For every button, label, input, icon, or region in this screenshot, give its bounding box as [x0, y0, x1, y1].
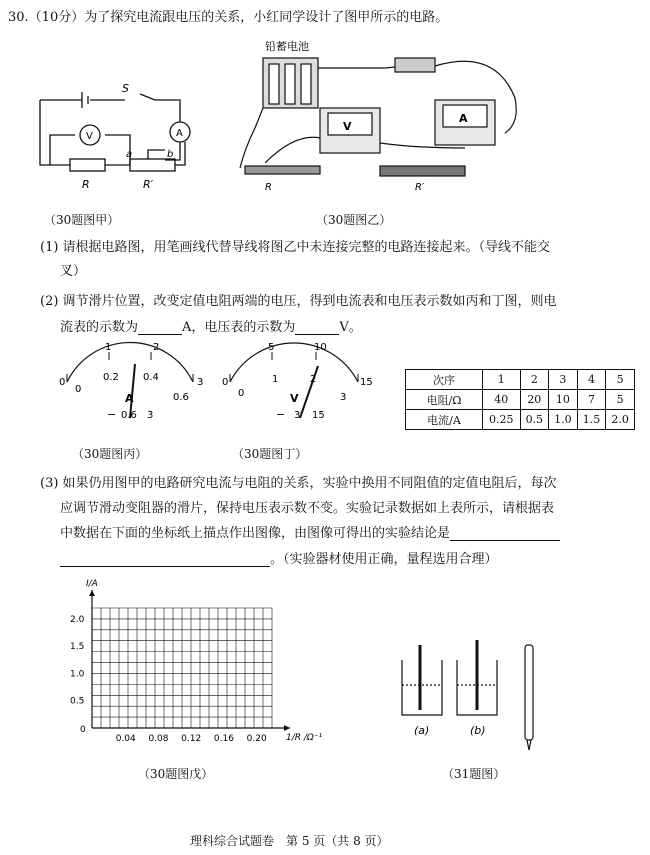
- y-tick-label: 1.0: [70, 669, 85, 680]
- ammeter-bottom-3: 0.6: [173, 392, 189, 403]
- x-tick-label: 0.12: [181, 734, 202, 744]
- apparatus-voltmeter-letter: V: [343, 120, 352, 133]
- table-cell: 2.0: [606, 410, 635, 430]
- beaker-a-label: (a): [414, 724, 430, 737]
- ammeter-terminal-minus: −: [107, 408, 117, 421]
- table-row: [406, 390, 635, 410]
- part2-text-a: 流表的示数为: [60, 320, 139, 335]
- conclusion-blank-1[interactable]: [450, 526, 560, 541]
- table-cell: 电流/A: [406, 410, 483, 430]
- ammeter-unit: A: [125, 392, 134, 405]
- apparatus-resistor-label: R: [265, 182, 272, 193]
- fig6-caption: （31题图）: [442, 767, 506, 781]
- voltmeter-terminal-3: 3: [294, 410, 301, 421]
- ammeter-top-3: 3: [197, 377, 204, 388]
- voltmeter-symbol: V: [86, 131, 93, 142]
- fig4-caption: （30题图丁）: [232, 447, 308, 461]
- part2-line1: (2) 调节滑片位置，改变定值电阻两端的电压，得到电流表和电压表示数如丙和丁图，则电: [40, 294, 557, 309]
- table-header-cell: 5: [606, 370, 635, 390]
- voltmeter-top-0: 0: [222, 377, 229, 388]
- table-cell: 1.0: [549, 410, 578, 430]
- switch-label: S: [122, 82, 129, 95]
- ammeter-symbol: A: [176, 128, 183, 139]
- apparatus-ammeter-letter: A: [459, 112, 468, 125]
- table-cell: 20: [520, 390, 549, 410]
- y-axis-label: I/A: [86, 579, 98, 589]
- voltmeter-terminal-15: 15: [312, 410, 325, 421]
- ammeter-bottom-1: 0.2: [103, 372, 119, 383]
- ammeter-top-1: 1: [105, 342, 112, 353]
- rheostat-label: R′: [143, 178, 154, 191]
- ammeter-dial: [55, 340, 210, 440]
- x-tick-label: 0.20: [246, 734, 267, 744]
- fig5-caption: （30题图戊）: [138, 767, 214, 781]
- origin-label: 0: [80, 725, 86, 735]
- terminal-b: b: [167, 149, 174, 160]
- thermometer-experiment: [392, 640, 572, 755]
- circuit-diagram: [30, 80, 200, 195]
- x-tick-label: 0.08: [148, 734, 169, 744]
- question-title: 30.（10分）为了探究电流跟电压的关系，小红同学设计了图甲所示的电路。: [8, 10, 449, 25]
- table-header-cell: 4: [577, 370, 606, 390]
- voltmeter-terminal-minus: −: [276, 408, 286, 421]
- table-header-row: [406, 370, 635, 390]
- voltmeter-top-2: 10: [314, 342, 327, 353]
- table-cell: 5: [606, 390, 635, 410]
- part2-text-c: V。: [339, 320, 362, 335]
- part3-text-3: 中数据在下面的坐标纸上描点作出图像，由图像可得出的实验结论是: [60, 526, 451, 541]
- resistor-label: R: [82, 178, 90, 191]
- apparatus-illustration: [235, 38, 555, 198]
- table-header-cell: 1: [483, 370, 521, 390]
- table-header-cell: 3: [549, 370, 578, 390]
- part1-line1: (1) 请根据电路图，用笔画线代替导线将图乙中未连接完整的电路连接起来。（导线不能交: [40, 240, 551, 255]
- y-tick-label: 1.5: [70, 642, 85, 653]
- page-footer: 理科综合试题卷 第 5 页（共 8 页）: [190, 834, 389, 848]
- ammeter-terminal-3: 3: [147, 410, 154, 421]
- voltmeter-unit: V: [290, 392, 299, 405]
- part3-line4: [60, 548, 498, 567]
- table-row: [406, 410, 635, 430]
- fig3-caption: （30题图丙）: [72, 447, 148, 461]
- table-header-cell: 2: [520, 370, 549, 390]
- y-tick-label: 2.0: [70, 614, 85, 625]
- ammeter-bottom-2: 0.4: [143, 372, 159, 383]
- voltmeter-bottom-2: 2: [310, 374, 317, 385]
- x-tick-label: 0.04: [115, 734, 136, 744]
- table-cell: 1.5: [577, 410, 606, 430]
- table-header-cell: 次序: [406, 370, 483, 390]
- table-cell: 7: [577, 390, 606, 410]
- x-axis-label: 1/R /Ω⁻¹: [286, 733, 323, 743]
- table-cell: 电阻/Ω: [406, 390, 483, 410]
- ammeter-bottom-0: 0: [75, 384, 82, 395]
- data-table: [405, 369, 635, 430]
- part3-line3: [60, 522, 560, 541]
- current-answer-blank[interactable]: [138, 320, 182, 335]
- part2-text-b: A，电压表的示数为: [182, 320, 296, 335]
- fig1-caption: （30题图甲）: [44, 213, 120, 227]
- table-cell: 10: [549, 390, 578, 410]
- y-axis-arrow: [89, 590, 95, 596]
- voltmeter-top-1: 5: [268, 342, 275, 353]
- voltmeter-bottom-0: 0: [238, 388, 245, 399]
- part3-line1: (3) 如果仍用图甲的电路研究电流与电阻的关系，实验中换用不同阻值的定值电阻后，每次: [40, 476, 557, 491]
- ammeter-terminal-06: 0.6: [121, 410, 137, 421]
- voltage-answer-blank[interactable]: [295, 320, 339, 335]
- voltmeter-bottom-3: 3: [340, 392, 347, 403]
- part3-text-4: 。（实验器材使用正确，量程选用合理）: [270, 552, 498, 567]
- voltmeter-bottom-1: 1: [272, 374, 279, 385]
- ammeter-top-0: 0: [59, 377, 66, 388]
- x-axis-arrow: [284, 725, 290, 731]
- table-cell: 40: [483, 390, 521, 410]
- terminal-a: a: [126, 149, 133, 160]
- voltmeter-top-3: 15: [360, 377, 373, 388]
- conclusion-blank-2[interactable]: [60, 552, 270, 567]
- y-tick-label: 0.5: [70, 696, 85, 707]
- voltmeter-dial: [218, 340, 378, 440]
- x-tick-label: 0.16: [213, 734, 234, 744]
- part3-line2: 应调节滑动变阻器的滑片，保持电压表示数不变。实验记录数据如上表所示，请根据表: [60, 501, 555, 516]
- ammeter-top-2: 2: [153, 342, 160, 353]
- apparatus-rheostat-label: R′: [415, 182, 425, 193]
- table-cell: 0.25: [483, 410, 521, 430]
- beaker-b-label: (b): [470, 724, 486, 737]
- fig2-caption: （30题图乙）: [316, 213, 392, 227]
- part2-line2: [60, 316, 362, 335]
- table-cell: 0.5: [520, 410, 549, 430]
- graph-paper-chart[interactable]: [60, 579, 350, 755]
- part1-line2: 叉）: [60, 264, 87, 279]
- battery-label: 铅蓄电池: [265, 40, 309, 53]
